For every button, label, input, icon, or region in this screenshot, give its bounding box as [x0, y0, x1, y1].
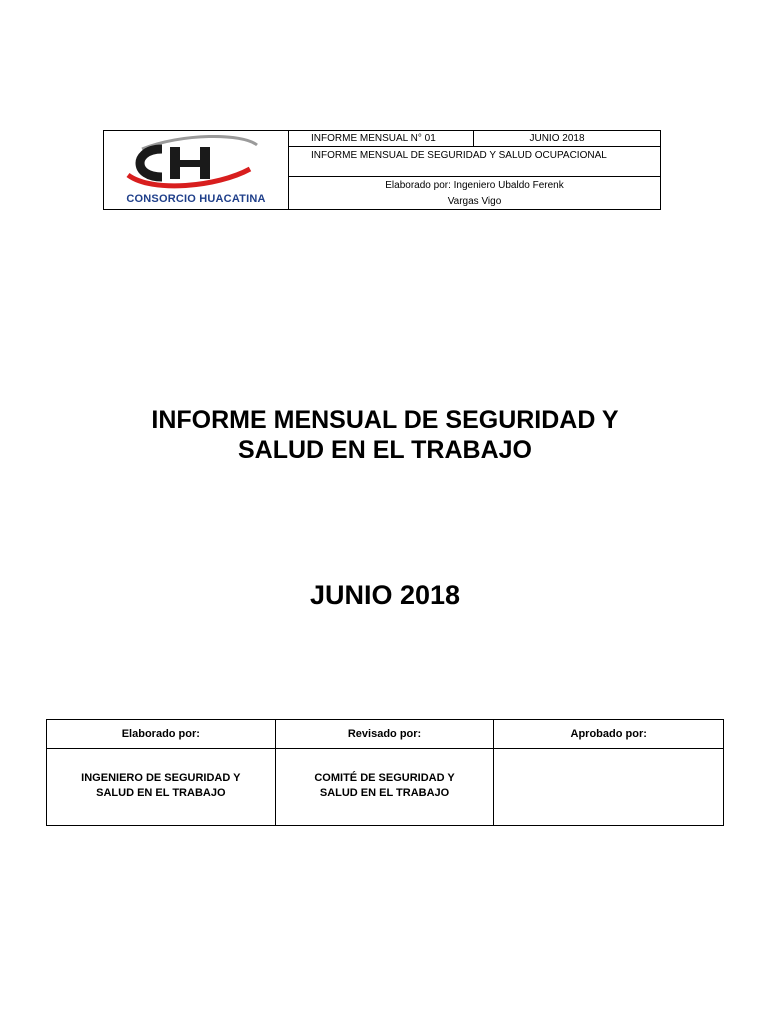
consorcio-huacatina-logo	[122, 135, 272, 195]
report-number: INFORME MENSUAL N° 01	[289, 131, 474, 147]
header-revisado: Revisado por:	[275, 720, 494, 749]
document-title	[60, 405, 710, 465]
signature-body-row	[47, 749, 724, 826]
signature-table	[46, 719, 724, 826]
signature-header-row	[47, 720, 724, 749]
document-title-line2: SALUD EN EL TRABAJO	[237, 436, 532, 464]
cell-elaborado	[47, 749, 276, 826]
revisado-line2: SALUD EN EL TRABAJO	[319, 787, 450, 800]
header-elaborado: Elaborado por:	[47, 720, 276, 749]
logo-cell	[104, 131, 289, 209]
prepared-by-line2: Vargas Vigo	[447, 196, 502, 207]
header-aprobado: Aprobado por:	[494, 720, 724, 749]
logo-name: CONSORCIO HUACATINA	[126, 193, 266, 205]
elaborado-line1: INGENIERO DE SEGURIDAD Y	[81, 772, 241, 785]
document-date: JUNIO 2018	[309, 580, 461, 610]
cell-aprobado	[494, 749, 724, 826]
cell-revisado	[275, 749, 494, 826]
report-month: JUNIO 2018	[474, 131, 660, 147]
prepared-by-line1: Elaborado por: Ingeniero Ubaldo Ferenk	[385, 180, 564, 191]
report-subtitle: INFORME MENSUAL DE SEGURIDAD Y SALUD OCUPACIONAL	[289, 147, 660, 177]
document-title-line1: INFORME MENSUAL DE SEGURIDAD Y	[151, 406, 619, 434]
revisado-line1: COMITÉ DE SEGURIDAD Y	[314, 772, 455, 785]
elaborado-line2: SALUD EN EL TRABAJO	[96, 787, 226, 800]
document-header	[103, 130, 661, 210]
prepared-by	[289, 177, 660, 209]
